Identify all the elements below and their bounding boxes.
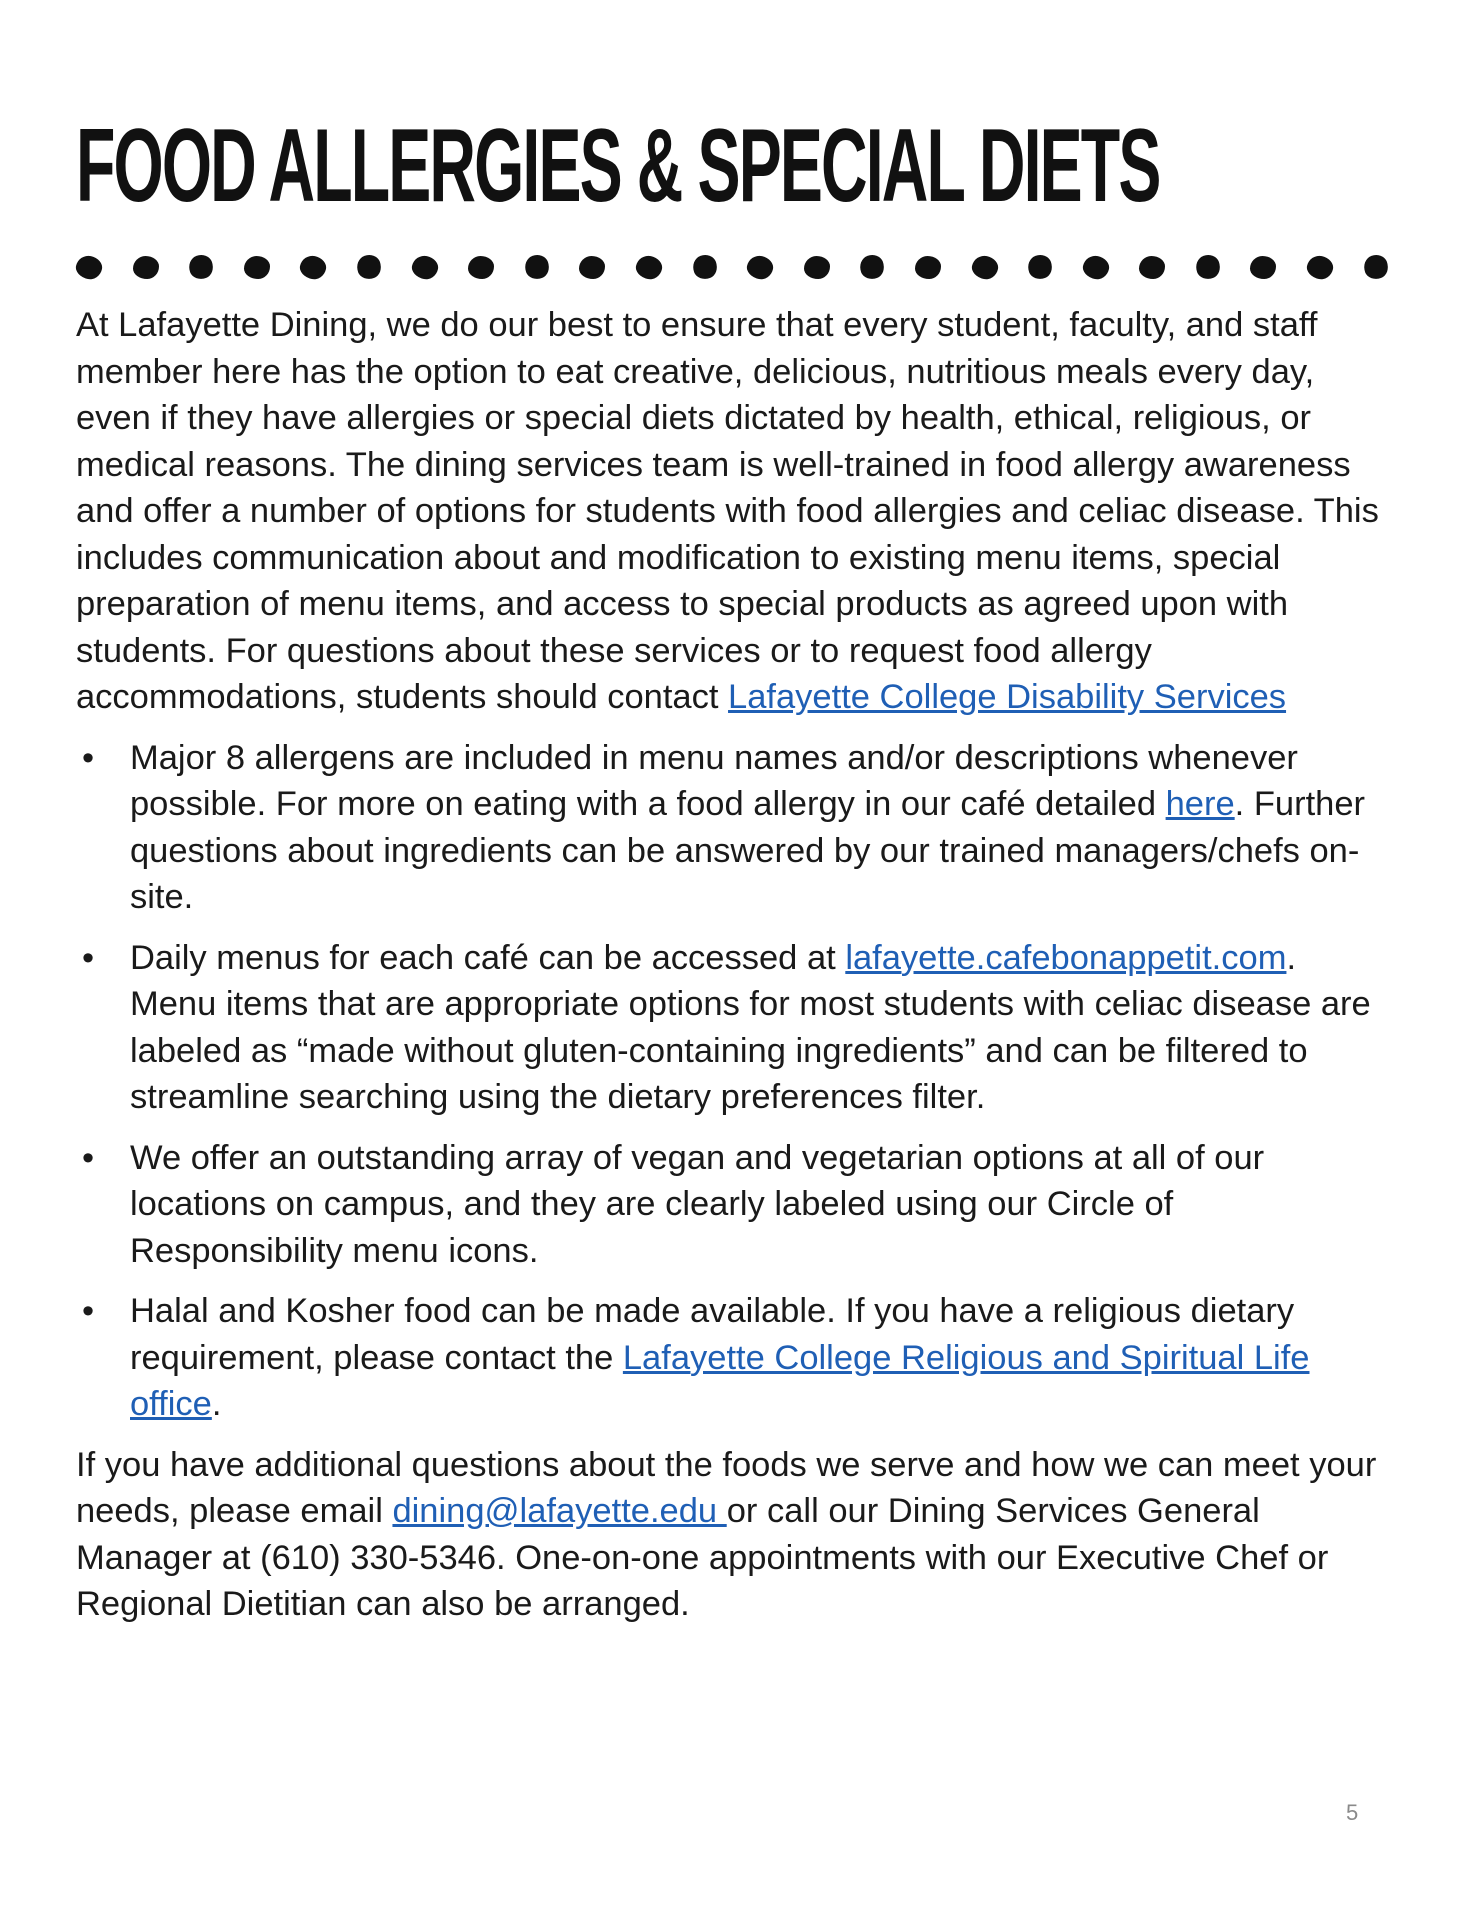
closing-text: or call our Dining Services General Manager at (610) 330-5346. One-on-one appointments with our Executive Chef or Regional Dietitian can also be arranged. [76, 1492, 1329, 1623]
page-title: FOOD ALLERGIES & SPECIAL DIETS [76, 108, 1160, 224]
divider-dot-icon [804, 256, 830, 279]
list-item-text: . Menu items that are appropriate options for most students with celiac disease are labeled as “made without gluten-containing ingredients” and can be filtered to streamline searching using the dietary preferences filter. [130, 938, 1371, 1116]
bullet-list [76, 735, 1386, 1428]
closing-text: If you have additional questions about the foods we serve and how we can meet your needs, please email [76, 1445, 1377, 1530]
list-item [76, 1135, 1386, 1275]
divider-dot-icon [857, 252, 888, 283]
dotted-divider [76, 252, 1388, 282]
list-item [76, 1288, 1386, 1428]
list-item-text: . [211, 1385, 222, 1423]
bullet-icon: • [81, 938, 95, 977]
list-item-text: Halal and Kosher food can be made available. If you have a religious dietary requirement, please contact the [130, 1292, 1295, 1377]
disability-services-link[interactable]: Lafayette College Disability Services [728, 678, 1287, 716]
list-item-text: Major 8 allergens are included in menu names and/or descriptions whenever possible. For more on eating with a food allergy in our café detailed [130, 738, 1298, 823]
divider-dot-icon [1250, 256, 1276, 279]
list-item-text: We offer an outstanding array of vegan and vegetarian options at all of our locations on campus, and they are clearly labeled using our Circle of Responsibility menu icons. [130, 1138, 1265, 1270]
bullet-icon: • [81, 1138, 95, 1177]
bullet-icon: • [81, 1292, 95, 1330]
divider-dot-icon [1139, 256, 1165, 279]
religious-spiritual-life-link[interactable]: Lafayette College Religious and Spiritual Life office [130, 1338, 1310, 1423]
list-item [76, 935, 1386, 1121]
closing-paragraph [76, 1442, 1386, 1628]
divider-dot-icon [409, 253, 439, 281]
divider-dot-icon [579, 256, 605, 279]
allergy-here-link[interactable]: here [1165, 785, 1235, 823]
page-number: 5 [1346, 1800, 1359, 1825]
list-item [76, 735, 1386, 921]
divider-dot-icon [468, 256, 494, 279]
divider-dot-icon [915, 256, 941, 279]
divider-dot-icon [1081, 253, 1111, 281]
divider-dot-icon [1305, 253, 1335, 281]
divider-dot-icon [1025, 252, 1056, 283]
divider-dot-icon [634, 253, 664, 281]
dining-email-link[interactable]: dining@lafayette.edu [392, 1492, 727, 1530]
divider-dot-icon [1192, 252, 1223, 283]
divider-dot-icon [244, 256, 270, 279]
intro-text: At Lafayette Dining, we do our best to ensure that every student, faculty, and staff member here has the option to eat creative, delicious, nutritious meals every day, even if they have allergies or special diets dictated by health, ethical, religious, or medical reasons. The dining services team is well-trained in food allergy awareness and offer a number of options for students with food allergies and celiac disease. This includes communication about and modification to existing menu items, special preparation of menu items, and access to special products as agreed upon with students. For questions about these services or to request food allergy accommodations, students should contact [76, 306, 1379, 716]
divider-dot-icon [689, 252, 720, 283]
list-item-text: . Further questions about ingredients can be answered by our trained managers/chefs on-site. [130, 785, 1366, 916]
divider-dot-icon [745, 253, 775, 281]
divider-dot-icon [186, 252, 217, 283]
divider-dot-icon [521, 252, 552, 283]
cafebonappetit-link[interactable]: lafayette.cafebonappetit.com [845, 938, 1287, 977]
divider-dot-icon [1360, 252, 1391, 283]
list-item-text: Daily menus for each café can be accessed at [130, 938, 846, 977]
divider-dot-icon [354, 252, 385, 283]
divider-dot-icon [133, 256, 159, 279]
document-page [76, 110, 1386, 1628]
divider-dot-icon [969, 253, 999, 281]
divider-dot-icon [74, 253, 104, 281]
divider-dot-icon [298, 253, 328, 281]
bullet-icon: • [81, 738, 95, 777]
intro-paragraph [76, 302, 1386, 721]
